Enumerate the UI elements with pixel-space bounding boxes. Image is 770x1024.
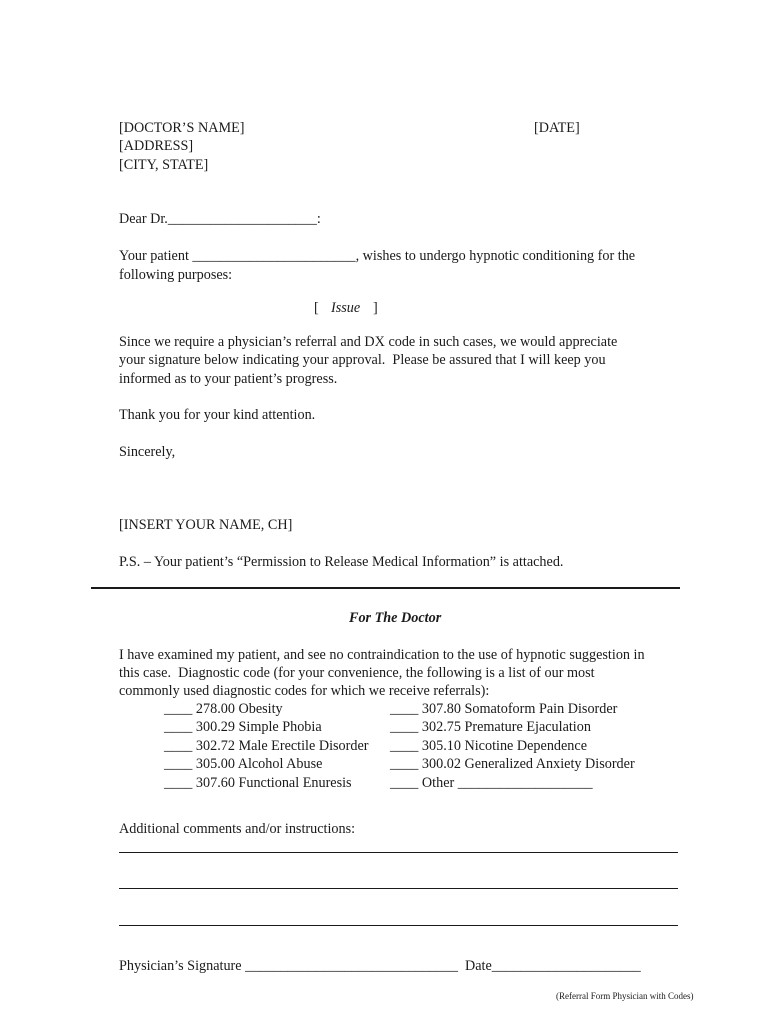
- doctor-paragraph-line-2: this case. Diagnostic code (for your convenience, the following is a list of our most: [119, 665, 595, 681]
- code-option-functional-enuresis[interactable]: ____ 307.60 Functional Enuresis: [164, 775, 352, 791]
- code-option-somatoform-pain-disorder[interactable]: ____ 307.80 Somatoform Pain Disorder: [390, 701, 618, 717]
- code-option-alcohol-abuse[interactable]: ____ 305.00 Alcohol Abuse: [164, 756, 323, 772]
- issue-bracket-open: [: [314, 300, 319, 316]
- body-paragraph-line-2: your signature below indicating your approval. Please be assured that I will keep you: [119, 352, 606, 368]
- code-option-premature-ejaculation[interactable]: ____ 302.75 Premature Ejaculation: [390, 719, 591, 735]
- patient-line-2: following purposes:: [119, 267, 233, 283]
- city-state-placeholder: [CITY, STATE]: [119, 157, 209, 173]
- date-placeholder: [DATE]: [534, 120, 580, 136]
- patient-line: Your patient _______________________, wishes to undergo hypnotic conditioning for the: [119, 248, 636, 264]
- doctor-paragraph-line-1: I have examined my patient, and see no contraindication to the use of hypnotic suggestion in: [119, 647, 645, 663]
- section-divider: [91, 587, 680, 589]
- issue-placeholder: Issue: [331, 300, 361, 316]
- code-option-generalized-anxiety-disorder[interactable]: ____ 300.02 Generalized Anxiety Disorder: [390, 756, 635, 772]
- doctor-name-placeholder: [DOCTOR’S NAME]: [119, 120, 245, 136]
- comments-line-1[interactable]: [119, 852, 678, 853]
- postscript: P.S. – Your patient’s “Permission to Release Medical Information” is attached.: [119, 554, 564, 570]
- code-option-nicotine-dependence[interactable]: ____ 305.10 Nicotine Dependence: [390, 738, 587, 754]
- closing: Sincerely,: [119, 444, 176, 460]
- salutation: Dear Dr._____________________:: [119, 211, 321, 227]
- comments-label: Additional comments and/or instructions:: [119, 821, 356, 837]
- code-option-other[interactable]: ____ Other ___________________: [390, 775, 593, 791]
- footer-note: (Referral Form Physician with Codes): [556, 991, 694, 1001]
- body-paragraph-line-3: informed as to your patient’s progress.: [119, 371, 338, 387]
- code-option-simple-phobia[interactable]: ____ 300.29 Simple Phobia: [164, 719, 322, 735]
- code-option-obesity[interactable]: ____ 278.00 Obesity: [164, 701, 283, 717]
- signer-name-placeholder: [INSERT YOUR NAME, CH]: [119, 517, 293, 533]
- address-placeholder: [ADDRESS]: [119, 138, 194, 154]
- thanks-line: Thank you for your kind attention.: [119, 407, 316, 423]
- comments-line-3[interactable]: [119, 925, 678, 926]
- code-option-male-erectile-disorder[interactable]: ____ 302.72 Male Erectile Disorder: [164, 738, 369, 754]
- doctor-section-heading: For The Doctor: [349, 610, 442, 626]
- doctor-paragraph-line-3: commonly used diagnostic codes for which we receive referrals):: [119, 683, 490, 699]
- comments-line-2[interactable]: [119, 888, 678, 889]
- issue-bracket-close: ]: [373, 300, 378, 316]
- physician-signature-line[interactable]: Physician’s Signature ______________________________ Date_____________________: [119, 958, 641, 974]
- body-paragraph-line-1: Since we require a physician’s referral and DX code in such cases, we would appreciate: [119, 334, 618, 350]
